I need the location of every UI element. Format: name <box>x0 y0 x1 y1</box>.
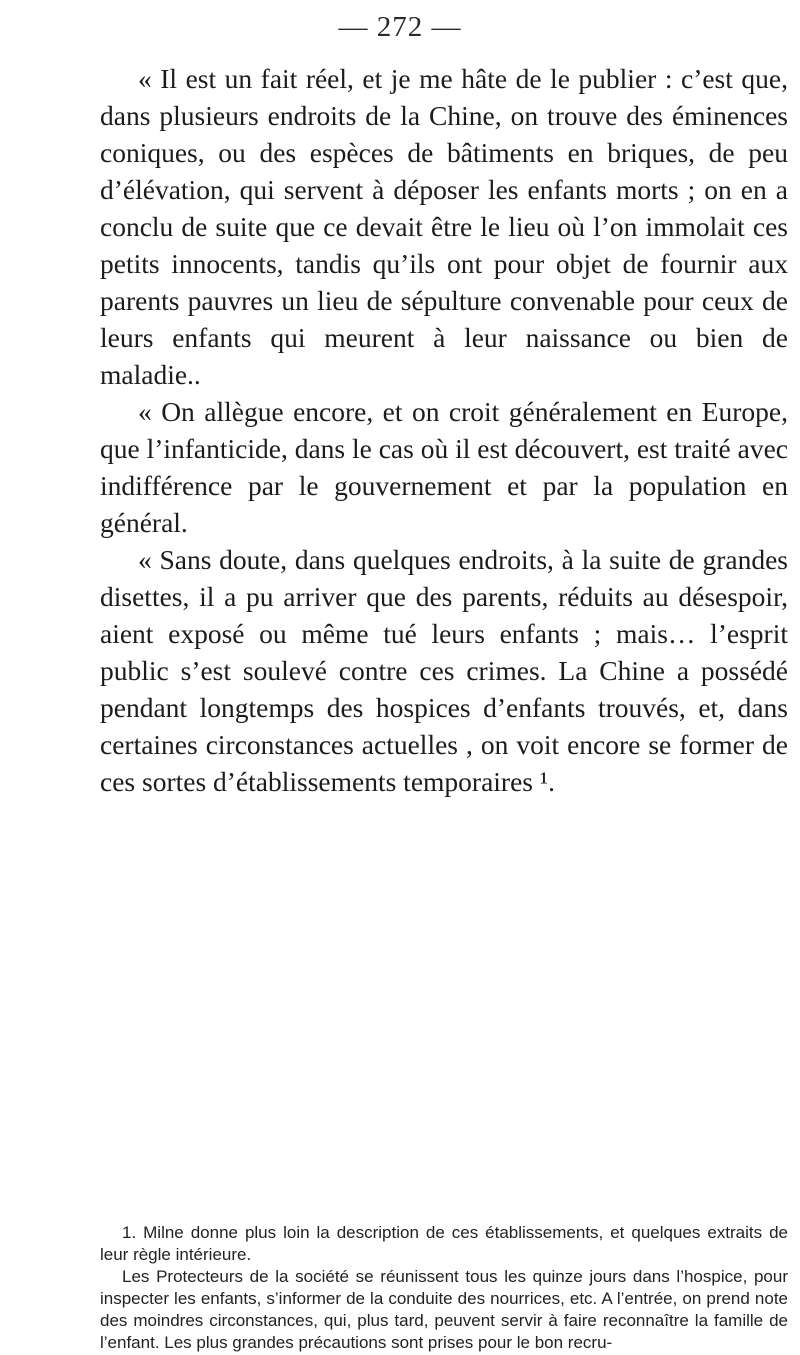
footnote-1-continued: Les Protecteurs de la société se réunissent tous les quinze jours dans l’hospice, pour inspecter les enfants, s’informer de la conduite des nourrices, etc. A l’entrée, on prend note des moindres circonstances, qui, plus tard, peuvent servir à faire reconnaître la famille de l’enfant. Les plus grandes précautions sont prises pour le bon recru- <box>100 1267 788 1352</box>
paragraph-infanticide-europe: « On allègue encore, et on croit généralement en Europe, que l’infanticide, dans le cas où il est découvert, est traité avec indifférence par le gouvernement et par la population en général. <box>100 396 788 538</box>
page-number: — 272 — <box>338 11 462 43</box>
footnote-1: 1. Milne donne plus loin la description de ces établissements, et quelques extraits de leur règle intérieure. <box>100 1223 788 1264</box>
paragraph-foundling-hospices: « Sans doute, dans quelques endroits, à la suite de grandes disettes, il a pu arriver que des parents, réduits au désespoir, aient exposé ou même tué leurs enfants ; mais… l’esprit public s’est soulevé contre ces crimes. La Chine a possédé pendant longtemps des hospices d’enfants trouvés, et, dans certaines circonstances actuelles , on voit encore se former de ces sortes d’établissements temporaires ¹. <box>100 544 788 797</box>
footnotes <box>100 1222 788 1354</box>
paragraph-infant-burial-sites: « Il est un fait réel, et je me hâte de le publier : c’est que, dans plusieurs endroits de la Chine, on trouve des éminences coniques, ou des espèces de bâtiments en briques, de peu d’élévation, qui servent à déposer les enfants morts ; on en a conclu de suite que ce devait être le lieu où l’on immolait ces petits innocents, tandis qu’ils ont pour objet de fournir aux parents pauvres un lieu de sépulture convenable pour ceux de leurs enfants qui meurent à leur naissance ou bien de maladie.. <box>100 63 788 390</box>
main-text <box>100 60 788 800</box>
